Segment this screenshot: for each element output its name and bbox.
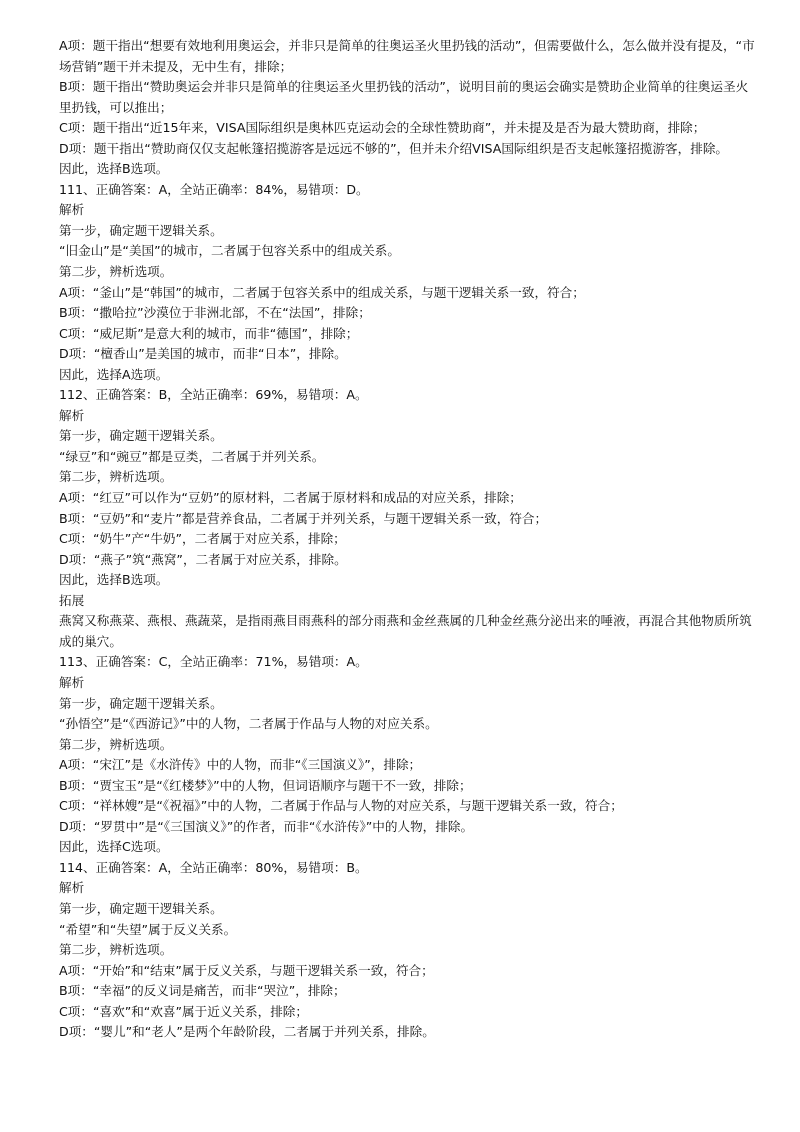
text-line: D项：题干指出“赞助商仅仅支起帐篷招揽游客是远远不够的”，但并未介绍VISA国际组织是否支起帐篷招揽游客，排除。 [59, 140, 729, 156]
text-line: C项：“喜欢”和“欢喜”属于近义关系，排除； [59, 1003, 308, 1019]
text-line: A项：“釜山”是“韩国”的城市，二者属于包容关系中的组成关系，与题干逻辑关系一致，符合； [59, 284, 585, 300]
text-line: 第一步，确定题干逻辑关系。 [59, 900, 223, 916]
text-line: 拓展 [59, 592, 85, 608]
text-line: 第二步，辨析选项。 [59, 736, 173, 752]
text-line: 第一步，确定题干逻辑关系。 [59, 695, 223, 711]
text-line: 第一步，确定题干逻辑关系。 [59, 428, 223, 444]
text-line: C项：“祥林嫂”是“《祝福》”中的人物，二者属于作品与人物的对应关系，与题干逻辑关系一致，符合； [59, 798, 623, 814]
text-line: 113、正确答案：C，全站正确率：71%，易错项：A。 [59, 654, 368, 670]
text-line: B项：“贾宝玉”是“《红楼梦》”中的人物，但词语顺序与题干不一致，排除； [59, 777, 472, 793]
text-line: A项：“开始”和“结束”属于反义关系，与题干逻辑关系一致，符合； [59, 962, 434, 978]
text-line: 因此，选择A选项。 [59, 366, 169, 382]
text-line: B项：题干指出“赞助奥运会并非只是简单的往奥运圣火里扔钱的活动”，说明目前的奥运会确实是赞助企业简单的往奥运圣火里扔钱，可以推出； [59, 79, 749, 115]
text-line: 因此，选择B选项。 [59, 161, 169, 177]
text-line: D项：“婴儿”和“老人”是两个年龄阶段，二者属于并列关系，排除。 [59, 1024, 435, 1040]
text-line: 第二步，辨析选项。 [59, 942, 173, 958]
text-line: 解析 [59, 202, 85, 218]
text-line: A项：“宋江”是《水浒传》中的人物，而非“《三国演义》”，排除； [59, 757, 422, 773]
text-line: 第二步，辨析选项。 [59, 264, 173, 280]
text-line: A项：“红豆”可以作为“豆奶”的原材料，二者属于原材料和成品的对应关系，排除； [59, 490, 522, 506]
text-line: B项：“撒哈拉”沙漠位于非洲北部，不在“法国”，排除； [59, 305, 371, 321]
text-line: 解析 [59, 880, 85, 896]
text-line: 解析 [59, 407, 85, 423]
text-line: 因此，选择C选项。 [59, 839, 169, 855]
text-line: 第一步，确定题干逻辑关系。 [59, 222, 223, 238]
text-line: D项：“燕子”筑“燕窝”，二者属于对应关系，排除。 [59, 551, 347, 567]
text-line: “孙悟空”是“《西游记》”中的人物，二者属于作品与人物的对应关系。 [59, 716, 438, 732]
text-line: “绿豆”和“豌豆”都是豆类，二者属于并列关系。 [59, 448, 325, 464]
text-line: C项：“奶牛”产“牛奶”，二者属于对应关系，排除； [59, 531, 346, 547]
text-line: 112、正确答案：B，全站正确率：69%，易错项：A。 [59, 387, 368, 403]
text-line: B项：“幸福”的反义词是痛苦，而非“哭泣”，排除； [59, 983, 346, 999]
text-line: C项：“威尼斯”是意大利的城市，而非“德国”，排除； [59, 325, 359, 341]
text-line: B项：“豆奶”和“麦片”都是营养食品，二者属于并列关系，与题干逻辑关系一致，符合； [59, 510, 548, 526]
text-line: C项：题干指出“近15年来，VISA国际组织是奥林匹克运动会的全球性赞助商”，并未提及是否为最大赞助商，排除； [59, 120, 706, 136]
text-line: “旧金山”是“美国”的城市，二者属于包容关系中的组成关系。 [59, 243, 400, 259]
text-line: 解析 [59, 674, 85, 690]
text-line: 燕窝又称燕菜、燕根、燕蔬菜，是指雨燕目雨燕科的部分雨燕和金丝燕属的几种金丝燕分泌出来的唾液，再混合其他物质所筑成的巢穴。 [59, 613, 752, 649]
text-line: 111、正确答案：A，全站正确率：84%，易错项：D。 [59, 181, 369, 197]
text-line: D项：“罗贯中”是“《三国演义》”的作者，而非“《水浒传》”中的人物，排除。 [59, 818, 474, 834]
text-line: A项：题干指出“想要有效地利用奥运会，并非只是简单的往奥运圣火里扔钱的活动”，但需要做什么，怎么做并没有提及，“市场营销”题干并未提及，无中生有，排除； [59, 38, 755, 74]
text-line: D项：“檀香山”是美国的城市，而非“日本”，排除。 [59, 346, 347, 362]
text-line: 114、正确答案：A，全站正确率：80%，易错项：B。 [59, 859, 368, 875]
text-line: “希望”和“失望”属于反义关系。 [59, 921, 237, 937]
text-line: 第二步，辨析选项。 [59, 469, 173, 485]
text-line: 因此，选择B选项。 [59, 572, 169, 588]
